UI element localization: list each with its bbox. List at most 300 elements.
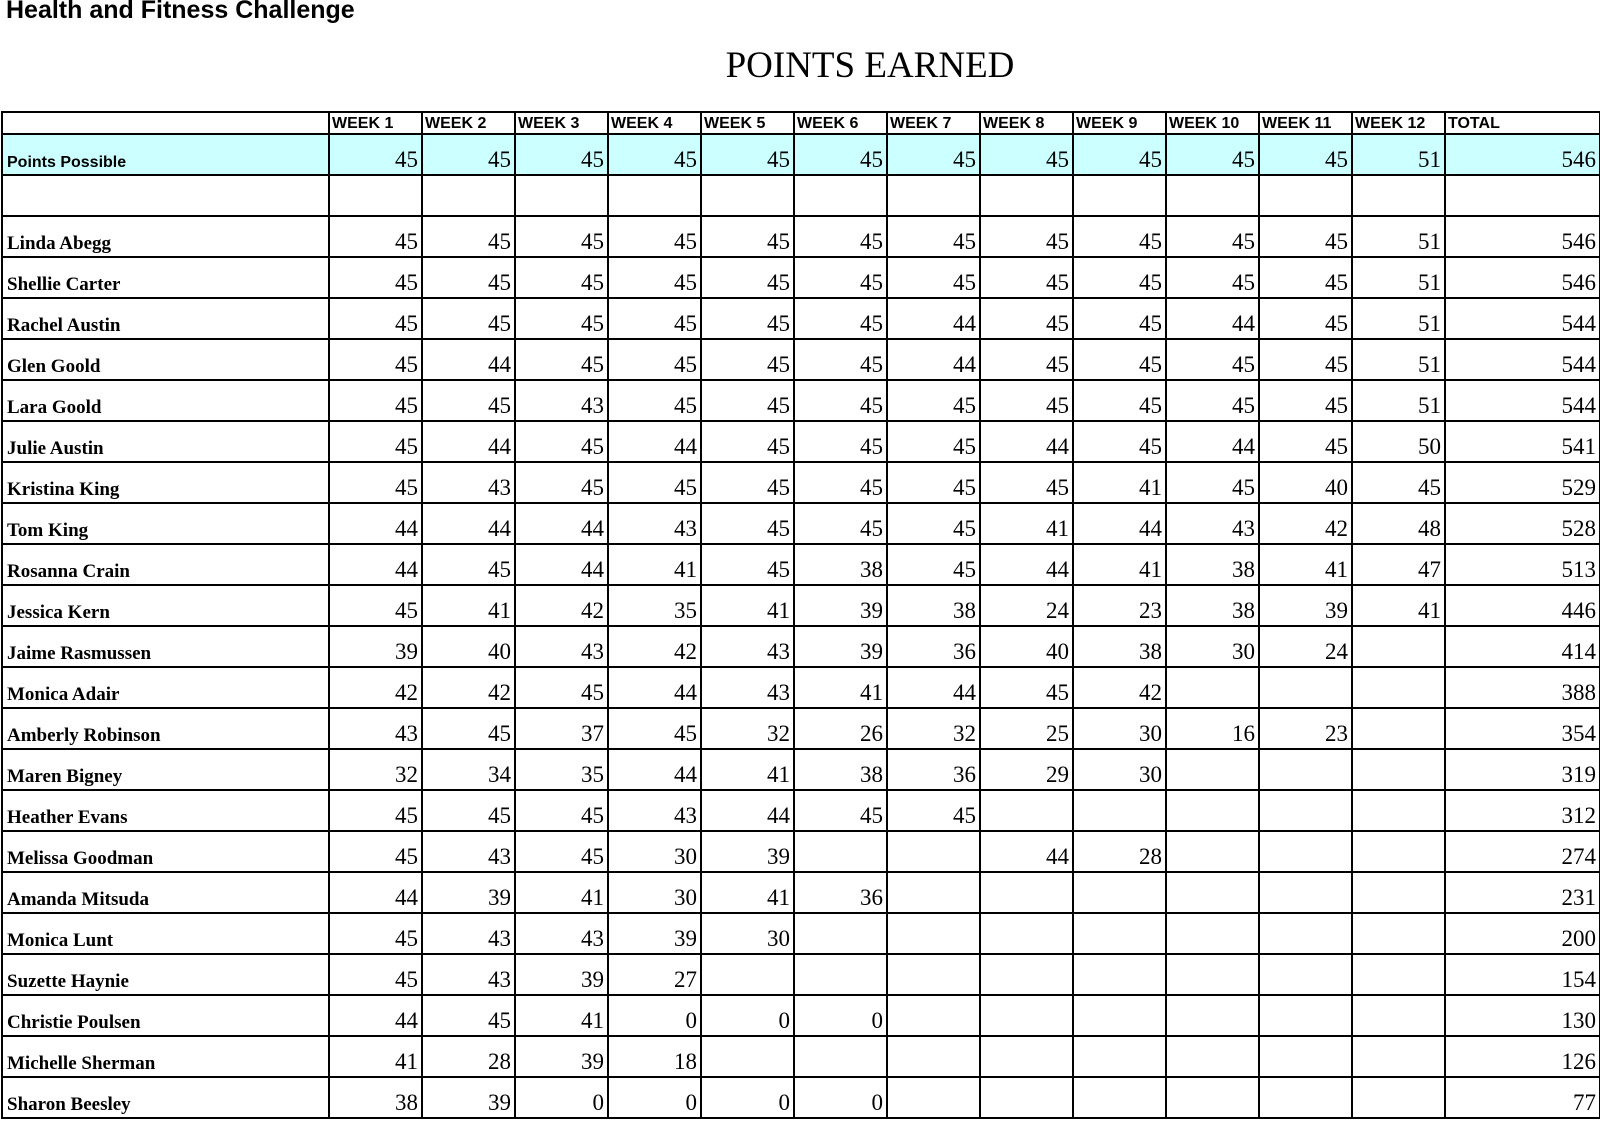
week-points-cell (1073, 913, 1166, 954)
week-points-cell: 45 (1352, 462, 1445, 503)
week-points-cell: 43 (701, 626, 794, 667)
week-points-cell (1259, 667, 1352, 708)
points-possible-cell: 45 (794, 134, 887, 175)
week-points-cell (1352, 913, 1445, 954)
week-points-cell: 39 (515, 954, 608, 995)
week-points-cell (1259, 913, 1352, 954)
week-points-cell: 45 (329, 380, 422, 421)
week-points-cell (1073, 872, 1166, 913)
week-points-cell: 42 (1259, 503, 1352, 544)
participant-row (2, 790, 1600, 831)
week-points-cell: 45 (422, 544, 515, 585)
week-points-cell: 32 (329, 749, 422, 790)
column-header: WEEK 11 (1259, 112, 1352, 134)
week-points-cell: 45 (515, 339, 608, 380)
participant-row (2, 462, 1600, 503)
week-points-cell (980, 872, 1073, 913)
week-points-cell (1352, 626, 1445, 667)
week-points-cell: 45 (980, 380, 1073, 421)
week-points-cell (794, 913, 887, 954)
column-header: WEEK 9 (1073, 112, 1166, 134)
week-points-cell: 32 (701, 708, 794, 749)
week-points-cell: 41 (701, 749, 794, 790)
blank-row (2, 175, 1600, 216)
points-possible-cell: 45 (980, 134, 1073, 175)
week-points-cell: 38 (887, 585, 980, 626)
week-points-cell: 45 (422, 380, 515, 421)
week-points-cell: 51 (1352, 257, 1445, 298)
total-cell: 231 (1445, 872, 1600, 913)
week-points-cell: 45 (1166, 339, 1259, 380)
blank-cell (2, 175, 329, 216)
participant-name: Jessica Kern (2, 585, 329, 626)
week-points-cell: 45 (887, 462, 980, 503)
blank-cell (515, 175, 608, 216)
total-cell: 319 (1445, 749, 1600, 790)
week-points-cell: 45 (701, 544, 794, 585)
total-cell: 544 (1445, 380, 1600, 421)
points-table (1, 111, 1600, 1119)
week-points-cell: 45 (1259, 257, 1352, 298)
week-points-cell: 45 (422, 995, 515, 1036)
week-points-cell (980, 954, 1073, 995)
week-points-cell: 41 (422, 585, 515, 626)
week-points-cell: 44 (887, 667, 980, 708)
week-points-cell: 45 (701, 421, 794, 462)
week-points-cell (980, 913, 1073, 954)
week-points-cell: 43 (608, 503, 701, 544)
week-points-cell: 45 (608, 462, 701, 503)
week-points-cell: 45 (1259, 421, 1352, 462)
week-points-cell (980, 790, 1073, 831)
week-points-cell (1166, 872, 1259, 913)
week-points-cell: 45 (608, 298, 701, 339)
header-corner-cell (2, 112, 329, 134)
column-header-row (2, 112, 1600, 134)
week-points-cell: 45 (887, 380, 980, 421)
week-points-cell (1352, 831, 1445, 872)
week-points-cell (1259, 1077, 1352, 1118)
week-points-cell: 0 (794, 1077, 887, 1118)
blank-cell (422, 175, 515, 216)
column-header: WEEK 3 (515, 112, 608, 134)
week-points-cell: 41 (1073, 544, 1166, 585)
week-points-cell: 30 (701, 913, 794, 954)
week-points-cell: 0 (701, 995, 794, 1036)
participant-name: Amberly Robinson (2, 708, 329, 749)
week-points-cell: 42 (1073, 667, 1166, 708)
week-points-cell: 45 (1073, 339, 1166, 380)
week-points-cell: 45 (794, 298, 887, 339)
week-points-cell: 45 (515, 257, 608, 298)
week-points-cell: 45 (1073, 421, 1166, 462)
week-points-cell: 45 (701, 380, 794, 421)
week-points-cell: 35 (515, 749, 608, 790)
participant-name: Suzette Haynie (2, 954, 329, 995)
week-points-cell (887, 995, 980, 1036)
week-points-cell (887, 913, 980, 954)
total-cell: 130 (1445, 995, 1600, 1036)
week-points-cell (887, 1077, 980, 1118)
week-points-cell: 45 (515, 667, 608, 708)
week-points-cell: 39 (1259, 585, 1352, 626)
blank-cell (1073, 175, 1166, 216)
week-points-cell: 0 (701, 1077, 794, 1118)
week-points-cell: 45 (701, 503, 794, 544)
column-header: TOTAL (1445, 112, 1600, 134)
week-points-cell: 38 (1166, 544, 1259, 585)
week-points-cell: 44 (701, 790, 794, 831)
week-points-cell: 45 (1259, 216, 1352, 257)
week-points-cell: 41 (1352, 585, 1445, 626)
points-possible-cell: 45 (1259, 134, 1352, 175)
participant-row (2, 995, 1600, 1036)
week-points-cell: 44 (1166, 298, 1259, 339)
week-points-cell (1352, 995, 1445, 1036)
week-points-cell: 45 (794, 380, 887, 421)
participant-name: Rachel Austin (2, 298, 329, 339)
week-points-cell (1073, 995, 1166, 1036)
week-points-cell: 43 (1166, 503, 1259, 544)
week-points-cell: 50 (1352, 421, 1445, 462)
week-points-cell: 44 (608, 421, 701, 462)
week-points-cell: 0 (794, 995, 887, 1036)
participant-name: Christie Poulsen (2, 995, 329, 1036)
week-points-cell: 45 (794, 503, 887, 544)
blank-cell (887, 175, 980, 216)
participant-row (2, 1036, 1600, 1077)
points-possible-cell: 45 (701, 134, 794, 175)
week-points-cell: 43 (515, 626, 608, 667)
points-possible-cell: 45 (1073, 134, 1166, 175)
week-points-cell: 27 (608, 954, 701, 995)
participant-row (2, 298, 1600, 339)
week-points-cell: 25 (980, 708, 1073, 749)
week-points-cell: 36 (887, 749, 980, 790)
week-points-cell: 24 (1259, 626, 1352, 667)
week-points-cell (1166, 831, 1259, 872)
week-points-cell: 30 (1073, 749, 1166, 790)
week-points-cell: 40 (980, 626, 1073, 667)
week-points-cell: 45 (887, 790, 980, 831)
week-points-cell: 45 (980, 257, 1073, 298)
week-points-cell: 44 (329, 544, 422, 585)
week-points-cell: 26 (794, 708, 887, 749)
week-points-cell: 41 (515, 872, 608, 913)
week-points-cell: 39 (608, 913, 701, 954)
week-points-cell: 45 (515, 421, 608, 462)
week-points-cell: 45 (515, 298, 608, 339)
week-points-cell (1259, 749, 1352, 790)
participant-name: Heather Evans (2, 790, 329, 831)
week-points-cell: 43 (515, 380, 608, 421)
week-points-cell: 45 (329, 913, 422, 954)
participant-name: Amanda Mitsuda (2, 872, 329, 913)
week-points-cell: 44 (329, 872, 422, 913)
total-cell: 274 (1445, 831, 1600, 872)
week-points-cell: 30 (608, 831, 701, 872)
week-points-cell (1166, 667, 1259, 708)
week-points-cell: 45 (329, 585, 422, 626)
week-points-cell (701, 954, 794, 995)
week-points-cell: 43 (608, 790, 701, 831)
week-points-cell: 44 (329, 995, 422, 1036)
week-points-cell: 45 (608, 339, 701, 380)
week-points-cell: 45 (701, 339, 794, 380)
week-points-cell: 42 (515, 585, 608, 626)
week-points-cell (1259, 790, 1352, 831)
blank-cell (1259, 175, 1352, 216)
participant-name: Michelle Sherman (2, 1036, 329, 1077)
blank-cell (1445, 175, 1600, 216)
week-points-cell: 43 (701, 667, 794, 708)
week-points-cell (1073, 1077, 1166, 1118)
week-points-cell: 44 (1073, 503, 1166, 544)
week-points-cell (1166, 1036, 1259, 1077)
week-points-cell: 45 (329, 462, 422, 503)
week-points-cell (1073, 954, 1166, 995)
blank-cell (608, 175, 701, 216)
week-points-cell: 0 (608, 995, 701, 1036)
blank-cell (980, 175, 1073, 216)
blank-cell (794, 175, 887, 216)
week-points-cell: 39 (701, 831, 794, 872)
week-points-cell: 45 (980, 298, 1073, 339)
week-points-cell: 30 (1166, 626, 1259, 667)
participant-name: Julie Austin (2, 421, 329, 462)
week-points-cell: 41 (701, 872, 794, 913)
participant-name: Kristina King (2, 462, 329, 503)
week-points-cell: 51 (1352, 216, 1445, 257)
week-points-cell: 47 (1352, 544, 1445, 585)
points-possible-cell: 45 (1166, 134, 1259, 175)
week-points-cell: 38 (794, 749, 887, 790)
week-points-cell: 41 (980, 503, 1073, 544)
week-points-cell: 39 (422, 1077, 515, 1118)
points-possible-cell: 45 (422, 134, 515, 175)
week-points-cell: 44 (329, 503, 422, 544)
blank-cell (1166, 175, 1259, 216)
participant-row (2, 667, 1600, 708)
week-points-cell: 41 (515, 995, 608, 1036)
total-cell: 528 (1445, 503, 1600, 544)
points-possible-cell: 51 (1352, 134, 1445, 175)
week-points-cell: 29 (980, 749, 1073, 790)
participant-row (2, 626, 1600, 667)
week-points-cell: 45 (1166, 257, 1259, 298)
total-cell: 544 (1445, 298, 1600, 339)
week-points-cell (1166, 790, 1259, 831)
week-points-cell: 45 (794, 216, 887, 257)
week-points-cell (1352, 1036, 1445, 1077)
week-points-cell: 45 (422, 257, 515, 298)
week-points-cell (1352, 1077, 1445, 1118)
week-points-cell (1259, 1036, 1352, 1077)
week-points-cell: 44 (608, 749, 701, 790)
week-points-cell: 45 (1259, 380, 1352, 421)
week-points-cell: 45 (701, 462, 794, 503)
blank-cell (329, 175, 422, 216)
total-cell: 541 (1445, 421, 1600, 462)
week-points-cell (794, 954, 887, 995)
week-points-cell (980, 1077, 1073, 1118)
week-points-cell: 45 (701, 257, 794, 298)
week-points-cell: 45 (887, 544, 980, 585)
column-header: WEEK 5 (701, 112, 794, 134)
week-points-cell: 45 (1166, 462, 1259, 503)
week-points-cell: 43 (329, 708, 422, 749)
week-points-cell: 45 (701, 298, 794, 339)
week-points-cell: 45 (515, 831, 608, 872)
week-points-cell: 45 (422, 216, 515, 257)
week-points-cell: 45 (608, 257, 701, 298)
week-points-cell: 45 (980, 667, 1073, 708)
total-cell: 513 (1445, 544, 1600, 585)
week-points-cell (1352, 790, 1445, 831)
week-points-cell: 45 (1073, 257, 1166, 298)
week-points-cell: 45 (1073, 298, 1166, 339)
participant-row (2, 1077, 1600, 1118)
week-points-cell: 51 (1352, 380, 1445, 421)
week-points-cell: 32 (887, 708, 980, 749)
week-points-cell: 45 (515, 790, 608, 831)
week-points-cell: 39 (422, 872, 515, 913)
week-points-cell: 45 (422, 298, 515, 339)
week-points-cell: 38 (329, 1077, 422, 1118)
week-points-cell: 43 (422, 462, 515, 503)
week-points-cell (1352, 954, 1445, 995)
week-points-cell: 48 (1352, 503, 1445, 544)
points-possible-cell: 45 (329, 134, 422, 175)
week-points-cell: 44 (887, 339, 980, 380)
week-points-cell: 45 (794, 257, 887, 298)
week-points-cell (887, 831, 980, 872)
participant-name: Monica Lunt (2, 913, 329, 954)
participant-name: Monica Adair (2, 667, 329, 708)
total-cell: 544 (1445, 339, 1600, 380)
week-points-cell: 45 (1166, 216, 1259, 257)
week-points-cell: 45 (329, 216, 422, 257)
week-points-cell: 16 (1166, 708, 1259, 749)
week-points-cell: 44 (887, 298, 980, 339)
week-points-cell: 51 (1352, 298, 1445, 339)
week-points-cell: 44 (422, 339, 515, 380)
week-points-cell: 30 (1073, 708, 1166, 749)
week-points-cell: 0 (515, 1077, 608, 1118)
week-points-cell: 45 (329, 339, 422, 380)
participant-row (2, 503, 1600, 544)
column-header: WEEK 6 (794, 112, 887, 134)
week-points-cell: 41 (794, 667, 887, 708)
week-points-cell: 28 (1073, 831, 1166, 872)
points-possible-cell: 45 (515, 134, 608, 175)
week-points-cell: 45 (980, 462, 1073, 503)
total-cell: 546 (1445, 257, 1600, 298)
week-points-cell: 43 (422, 913, 515, 954)
week-points-cell (1166, 954, 1259, 995)
week-points-cell (1259, 831, 1352, 872)
week-points-cell: 41 (1073, 462, 1166, 503)
participant-row (2, 216, 1600, 257)
week-points-cell: 24 (980, 585, 1073, 626)
participant-name: Melissa Goodman (2, 831, 329, 872)
participant-row (2, 749, 1600, 790)
column-header: WEEK 4 (608, 112, 701, 134)
week-points-cell: 45 (515, 462, 608, 503)
total-cell: 446 (1445, 585, 1600, 626)
week-points-cell: 45 (329, 298, 422, 339)
week-points-cell: 43 (515, 913, 608, 954)
week-points-cell (887, 872, 980, 913)
week-points-cell: 44 (1166, 421, 1259, 462)
participant-row (2, 872, 1600, 913)
week-points-cell: 43 (422, 831, 515, 872)
week-points-cell: 45 (329, 790, 422, 831)
week-points-cell: 45 (794, 790, 887, 831)
week-points-cell (1166, 1077, 1259, 1118)
week-points-cell: 28 (422, 1036, 515, 1077)
week-points-cell: 45 (1073, 216, 1166, 257)
week-points-cell (1352, 749, 1445, 790)
week-points-cell: 44 (422, 421, 515, 462)
column-header: WEEK 12 (1352, 112, 1445, 134)
week-points-cell (1259, 872, 1352, 913)
week-points-cell: 45 (980, 339, 1073, 380)
week-points-cell (1352, 872, 1445, 913)
week-points-cell (980, 1036, 1073, 1077)
column-header: WEEK 8 (980, 112, 1073, 134)
week-points-cell: 45 (515, 216, 608, 257)
total-cell: 529 (1445, 462, 1600, 503)
points-possible-label: Points Possible (2, 134, 329, 175)
column-header: WEEK 7 (887, 112, 980, 134)
week-points-cell: 45 (422, 790, 515, 831)
participant-row (2, 339, 1600, 380)
sheet-subtitle: POINTS EARNED (725, 45, 1015, 86)
total-cell: 312 (1445, 790, 1600, 831)
total-cell: 388 (1445, 667, 1600, 708)
week-points-cell (887, 954, 980, 995)
week-points-cell (701, 1036, 794, 1077)
participant-name: Sharon Beesley (2, 1077, 329, 1118)
participant-row (2, 913, 1600, 954)
week-points-cell: 35 (608, 585, 701, 626)
week-points-cell: 45 (329, 831, 422, 872)
week-points-cell: 45 (794, 421, 887, 462)
week-points-cell: 34 (422, 749, 515, 790)
week-points-cell: 0 (608, 1077, 701, 1118)
column-header: WEEK 1 (329, 112, 422, 134)
blank-cell (701, 175, 794, 216)
points-table-container (1, 111, 1600, 1119)
week-points-cell (1166, 913, 1259, 954)
week-points-cell (1166, 749, 1259, 790)
week-points-cell: 23 (1073, 585, 1166, 626)
week-points-cell: 45 (608, 708, 701, 749)
week-points-cell: 45 (1259, 339, 1352, 380)
week-points-cell (887, 1036, 980, 1077)
participant-name: Lara Goold (2, 380, 329, 421)
participant-name: Rosanna Crain (2, 544, 329, 585)
week-points-cell: 42 (422, 667, 515, 708)
week-points-cell: 18 (608, 1036, 701, 1077)
participant-name: Glen Goold (2, 339, 329, 380)
week-points-cell: 45 (887, 503, 980, 544)
participant-name: Maren Bigney (2, 749, 329, 790)
total-cell: 126 (1445, 1036, 1600, 1077)
total-cell: 414 (1445, 626, 1600, 667)
total-cell: 354 (1445, 708, 1600, 749)
